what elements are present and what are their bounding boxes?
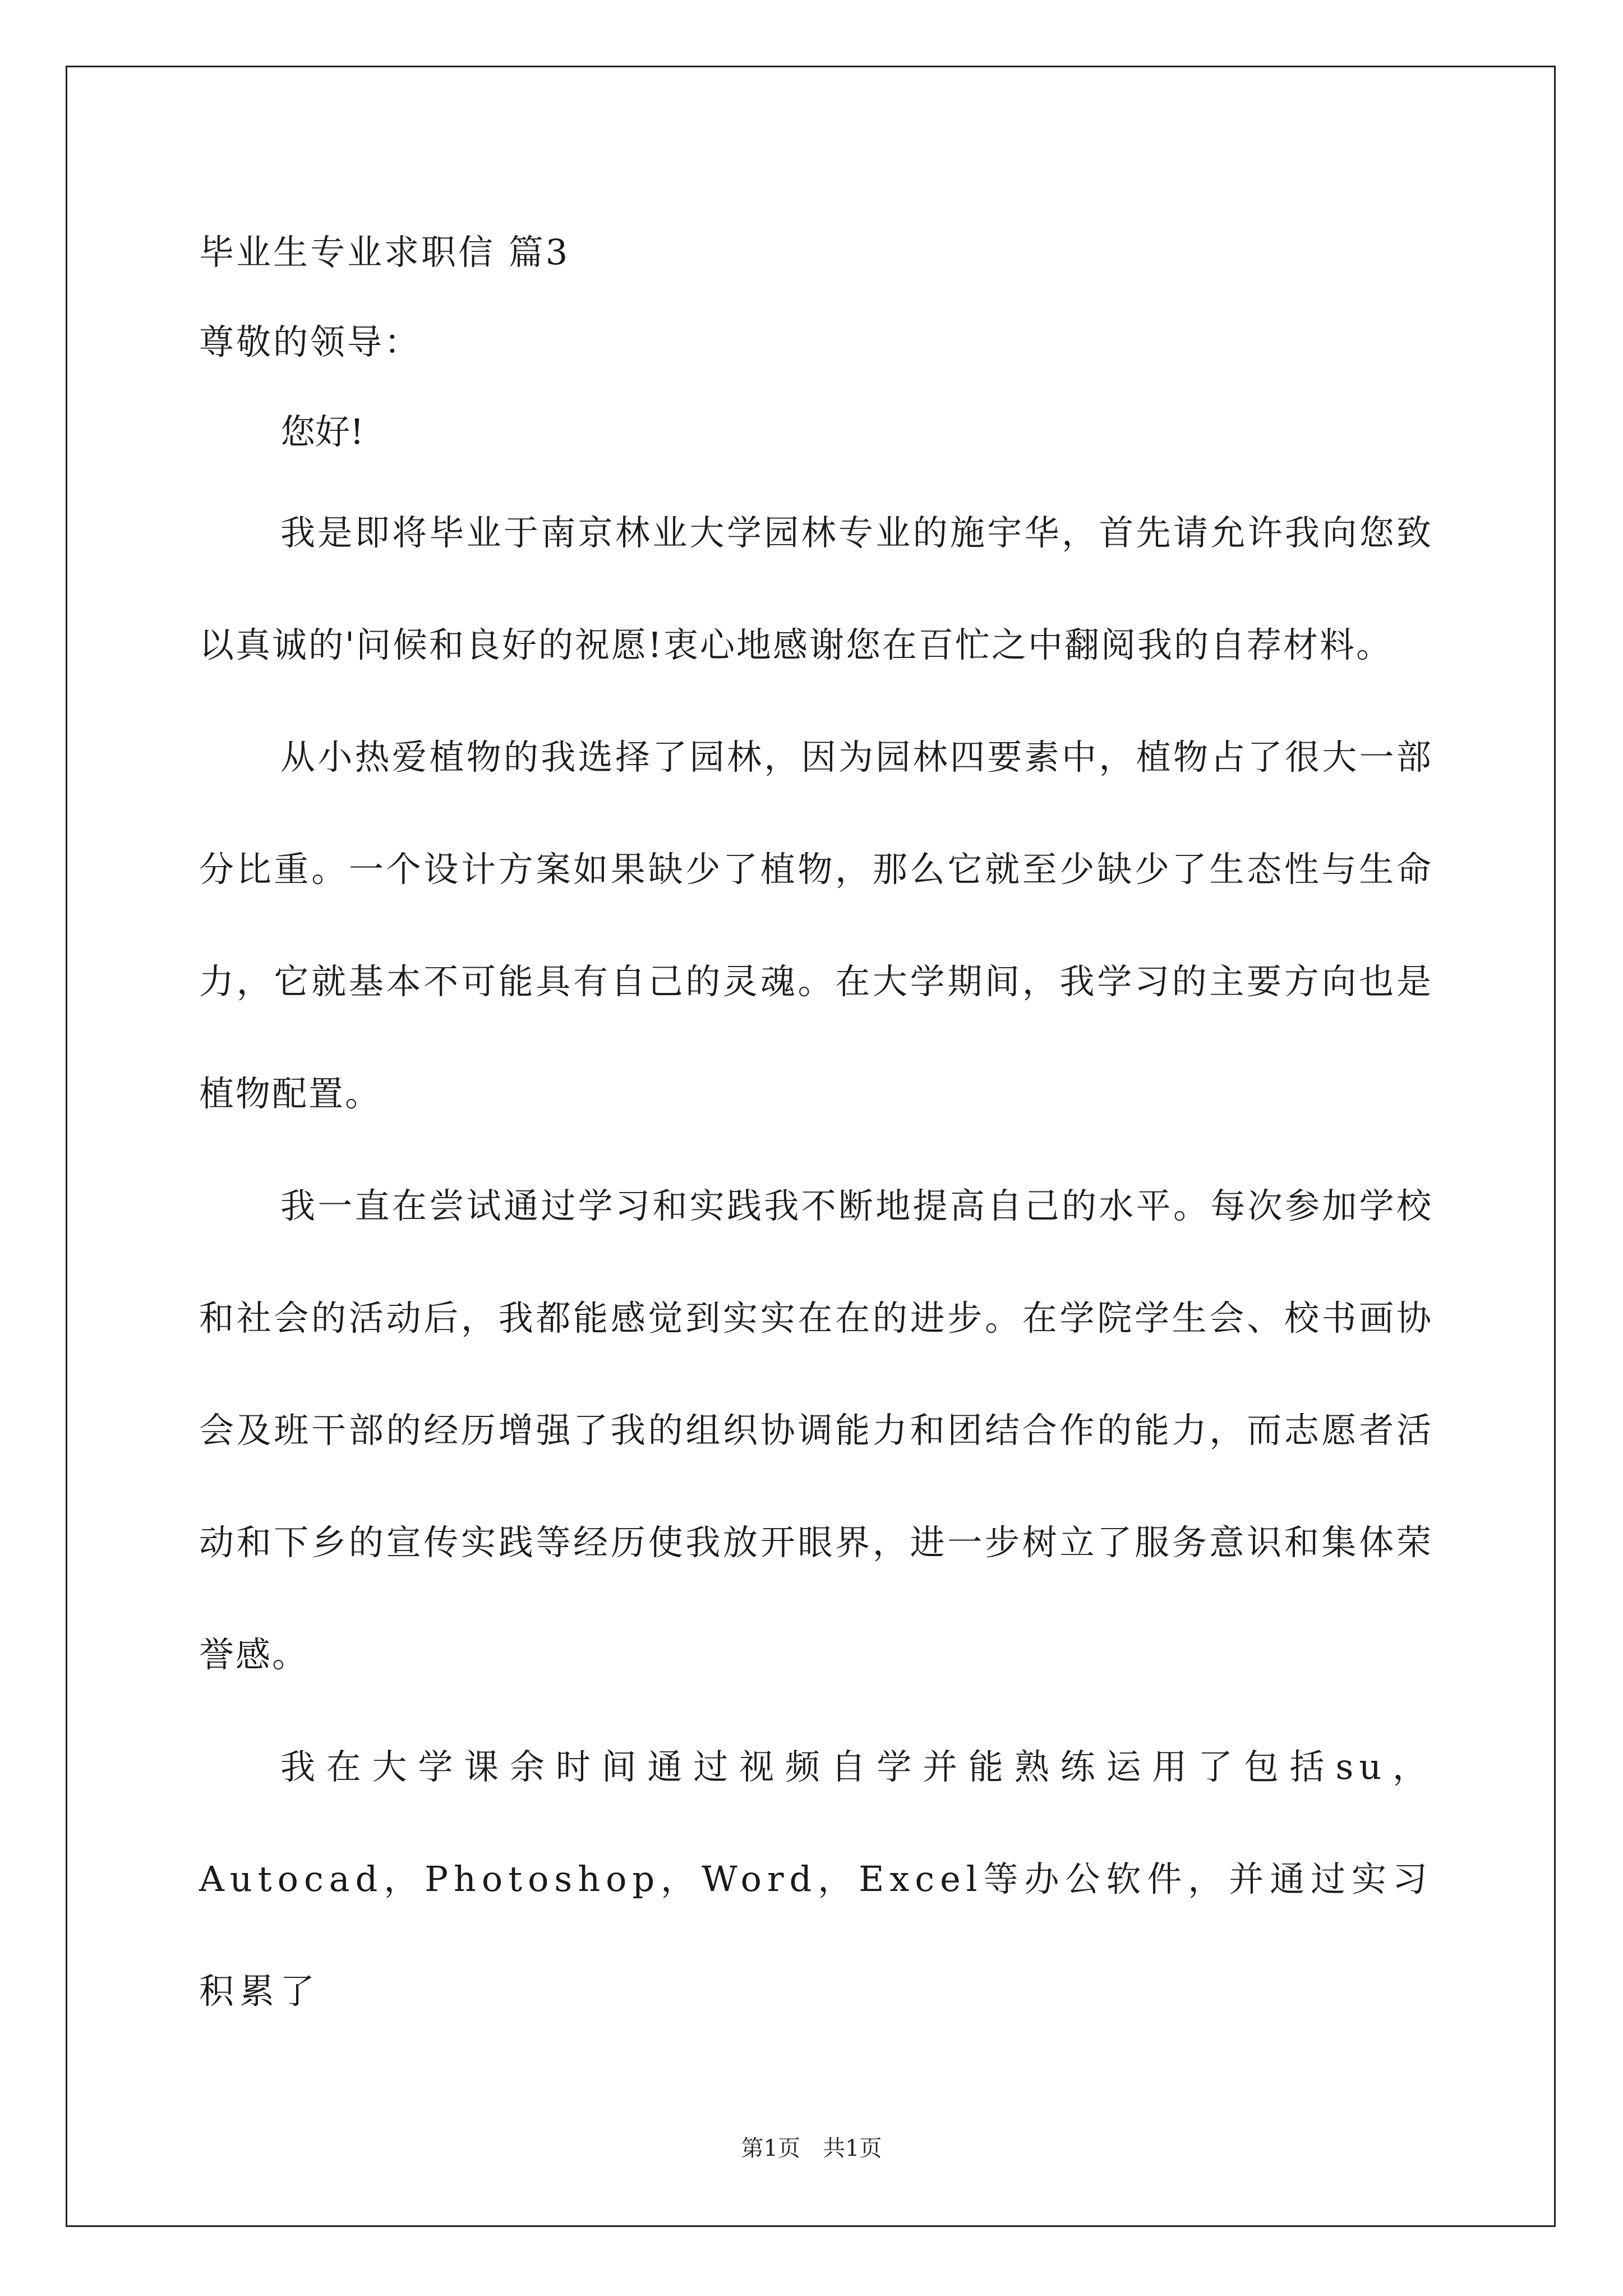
paragraph-plants: 从小热爱植物的我选择了园林，因为园林四要素中，植物占了很大一部分比重。一个设计方案如果缺少了植物，那么它就至少缺少了生态性与生命力，它就基本不可能具有自己的灵魂。在大学期间，我学习的主要方向也是植物配置。 — [199, 737, 1433, 1114]
document-title: 毕业生专业求职信 篇3 — [199, 232, 570, 273]
paragraph-intro: 我是即将毕业于南京林业大学园林专业的施宇华，首先请允许我向您致以真诚的'问候和良好的祝愿!衷心地感谢您在百忙之中翻阅我的自荐材料。 — [199, 512, 1433, 665]
page-footer: 第1页 共1页 — [741, 2136, 882, 2161]
greeting: 您好! — [280, 411, 364, 452]
document-body — [199, 208, 1433, 2047]
paragraph-practice: 我一直在尝试通过学习和实践我不断地提高自己的水平。每次参加学校和社会的活动后，我都能感觉到实实在在的进步。在学院学生会、校书画协会及班干部的经历增强了我的组织协调能力和团结合作的能力，而志愿者活动和下乡的宣传实践等经历使我放开眼界，进一步树立了服务意识和集体荣誉感。 — [199, 1185, 1433, 1675]
salutation: 尊敬的领导： — [199, 321, 422, 362]
paragraph-software: 我在大学课余时间通过视频自学并能熟练运用了包括su，Autocad，Photoshop，Word，Excel等办公软件，并通过实习积累了 — [199, 1746, 1433, 2012]
